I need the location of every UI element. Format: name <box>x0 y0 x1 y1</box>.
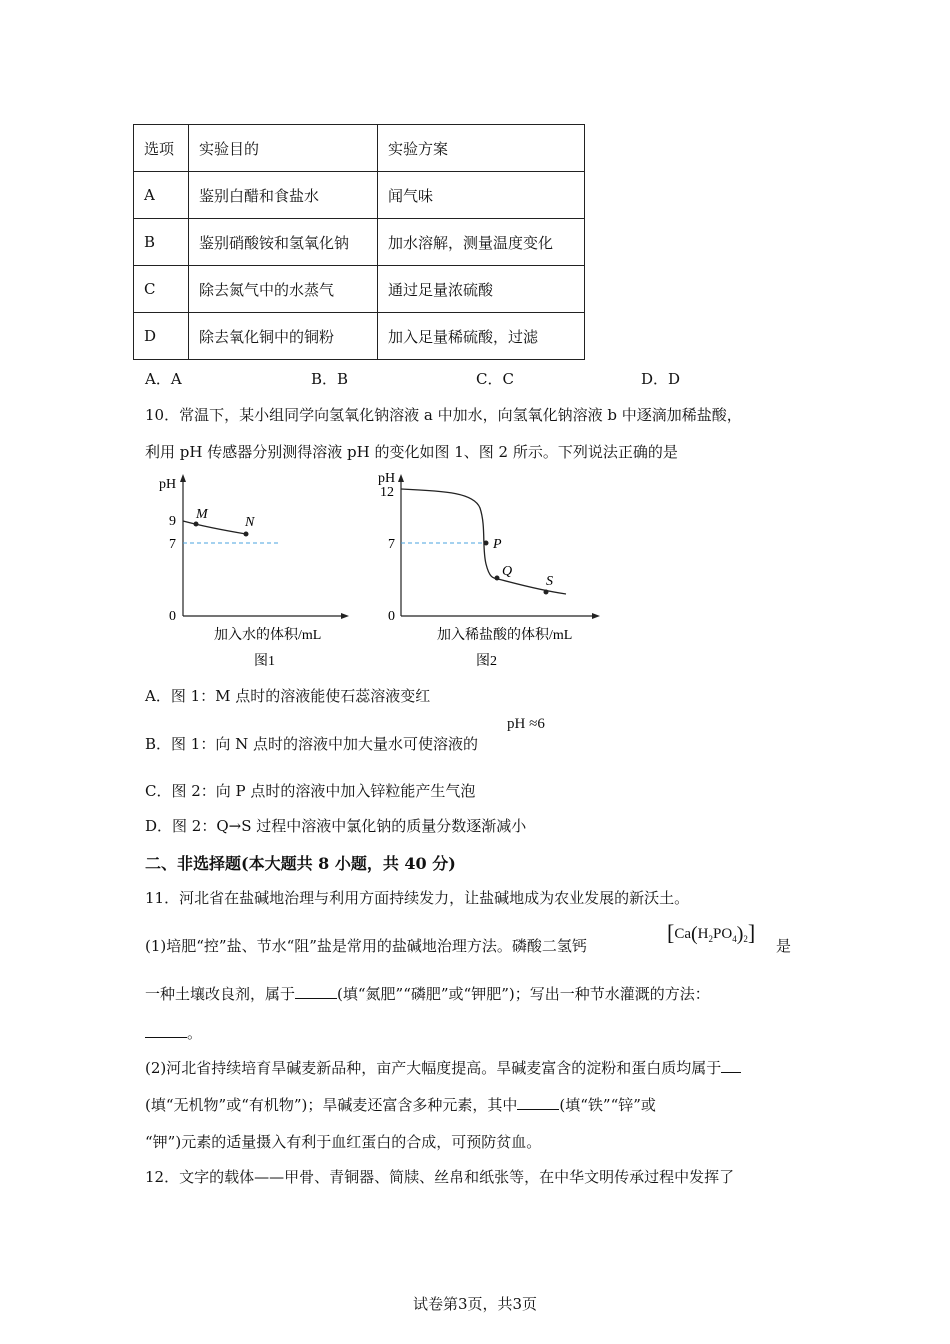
fig2-label-p: P <box>493 537 502 552</box>
q11-part2-text: (2)河北省持续培育旱碱麦新品种，亩产大幅度提高。旱碱麦富含的淀粉和蛋白质均属于 <box>145 1059 722 1077</box>
fig1-caption: 图1 <box>254 654 275 669</box>
paren-right: ) <box>736 923 744 945</box>
table-cell: 通过足量浓硫酸 <box>378 266 585 313</box>
q10-option-b-formula: pH ≈6 <box>507 716 545 732</box>
fig1-y-arrow <box>180 474 186 482</box>
q10-option-c: C．图 2：向 P 点时的溶液中加入锌粒能产生气泡 <box>145 782 476 800</box>
q11-part2-line2 <box>145 1094 656 1115</box>
q11-part1-text: (填“氮肥”“磷肥”或“钾肥”)；写出一种节水灌溉的方法： <box>337 985 710 1003</box>
fig2-label-s: S <box>546 574 553 589</box>
calcium-dihydrogen-phosphate-formula <box>667 918 755 944</box>
q9-choice-c: C．C <box>476 370 514 388</box>
q12-stem: 12．文字的载体——甲骨、青铜器、简牍、丝帛和纸张等，在中华文明传承过程中发挥了 <box>145 1168 735 1186</box>
fig2-caption: 图2 <box>476 654 497 669</box>
formula-sub-4: 4 <box>732 934 737 944</box>
fig1-tick-0: 0 <box>169 609 176 624</box>
fig1-label-m: M <box>196 507 208 522</box>
formula-h: H <box>697 926 709 942</box>
table-cell: 加水溶解，测量温度变化 <box>378 219 585 266</box>
q11-part1-line3 <box>145 1022 202 1043</box>
q11-part1-tail: 是 <box>776 937 792 955</box>
table-row <box>134 266 585 313</box>
q10-option-a: A．图 1：M 点时的溶液能使石蕊溶液变红 <box>145 687 431 705</box>
table-cell: D <box>134 313 189 360</box>
q9-choice-d: D．D <box>641 370 681 388</box>
table-header: 选项 <box>134 125 189 172</box>
fig1-point-n <box>244 532 249 537</box>
q11-part1-line2 <box>145 983 710 1004</box>
figure-1-graph <box>150 468 350 676</box>
fig2-label-q: Q <box>502 564 513 579</box>
fig1-curve <box>183 521 246 534</box>
table-cell: 除去氮气中的水蒸气 <box>189 266 378 313</box>
table-row <box>134 219 585 266</box>
q9-choice-a: A．A <box>145 370 182 388</box>
q11-intro: 11．河北省在盐碱地治理与利用方面持续发力，让盐碱地成为农业发展的新沃土。 <box>145 889 690 907</box>
fig2-ylabel: pH <box>378 471 396 486</box>
answer-blank-element[interactable] <box>517 1095 559 1110</box>
bracket-right: ] <box>747 920 756 945</box>
fig2-curve <box>401 489 566 594</box>
fig1-tick-9: 9 <box>169 514 176 529</box>
fig2-tick-0: 0 <box>388 609 395 624</box>
q11-part1-period: 。 <box>187 1024 203 1042</box>
q11-part2-text: (填“无机物”或“有机物”)；旱碱麦还富含多种元素，其中 <box>145 1096 518 1114</box>
fig1-xlabel: 加入水的体积/mL <box>214 628 322 643</box>
fig1-point-m <box>194 522 199 527</box>
formula-ca: Ca <box>674 926 691 942</box>
table-row <box>134 313 585 360</box>
formula-sub-2b: 2 <box>743 934 748 944</box>
options-table <box>133 124 585 360</box>
q10-stem-line2: 利用 pH 传感器分别测得溶液 pH 的变化如图 1、图 2 所示。下列说法正确的是 <box>145 443 678 461</box>
formula-sub-2a: 2 <box>708 934 714 944</box>
fig2-tick-7: 7 <box>388 537 395 552</box>
answer-blank-organic[interactable] <box>721 1058 741 1073</box>
q9-choice-b: B．B <box>311 370 349 388</box>
q10-stem-line1: 10．常温下，某小组同学向氢氧化钠溶液 a 中加水，向氢氧化钠溶液 b 中逐滴加稀盐酸， <box>145 406 742 424</box>
fig2-point-p <box>484 541 489 546</box>
fig1-ylabel: pH <box>159 477 177 492</box>
q11-part1-text: (1)培肥“控”盐、节水“阻”盐是常用的盐碱地治理方法。磷酸二氢钙 <box>145 937 587 955</box>
q11-part1-line1 <box>145 935 587 956</box>
paren-left: ( <box>691 923 698 945</box>
q10-option-b: B．图 1：向 N 点时的溶液中加大量水可使溶液的 <box>145 735 478 753</box>
q11-part2-line1 <box>145 1057 741 1078</box>
fig1-tick-7: 7 <box>169 537 176 552</box>
answer-blank-fertilizer[interactable] <box>295 984 337 999</box>
fig2-point-q <box>495 576 500 581</box>
page-footer: 试卷第3页，共3页 <box>412 1295 538 1313</box>
table-header-row <box>134 125 585 172</box>
fig2-tick-12: 12 <box>380 485 394 500</box>
q11-part1-text: 一种土壤改良剂，属于 <box>145 985 296 1003</box>
table-cell: B <box>134 219 189 266</box>
figure-2-graph <box>372 468 602 676</box>
table-header: 实验目的 <box>189 125 378 172</box>
table-row <box>134 172 585 219</box>
table-cell: 闻气味 <box>378 172 585 219</box>
section-2-title: 二、非选择题(本大题共 8 小题，共 40 分) <box>145 854 456 873</box>
table-cell: A <box>134 172 189 219</box>
table-cell: 加入足量稀硫酸，过滤 <box>378 313 585 360</box>
q10-option-d: D．图 2：Q→S 过程中溶液中氯化钠的质量分数逐渐减小 <box>145 817 527 835</box>
bracket-left: [ <box>667 920 675 945</box>
table-cell: 鉴别白醋和食盐水 <box>189 172 378 219</box>
fig2-x-arrow <box>592 613 600 619</box>
fig2-point-s <box>544 590 549 595</box>
formula-po: PO <box>713 926 733 942</box>
q11-part2-text: (填“铁”“锌”或 <box>559 1096 656 1114</box>
table-cell: 除去氧化铜中的铜粉 <box>189 313 378 360</box>
q11-part2-line3: “钾”)元素的适量摄入有利于血红蛋白的合成，可预防贫血。 <box>145 1133 542 1151</box>
answer-blank-irrigation[interactable] <box>145 1023 187 1038</box>
fig2-xlabel: 加入稀盐酸的体积/mL <box>437 628 573 643</box>
table-cell: 鉴别硝酸铵和氢氧化钠 <box>189 219 378 266</box>
table-header: 实验方案 <box>378 125 585 172</box>
fig1-label-n: N <box>245 515 255 530</box>
fig1-x-arrow <box>341 613 349 619</box>
table-cell: C <box>134 266 189 313</box>
fig2-y-arrow <box>398 474 404 482</box>
